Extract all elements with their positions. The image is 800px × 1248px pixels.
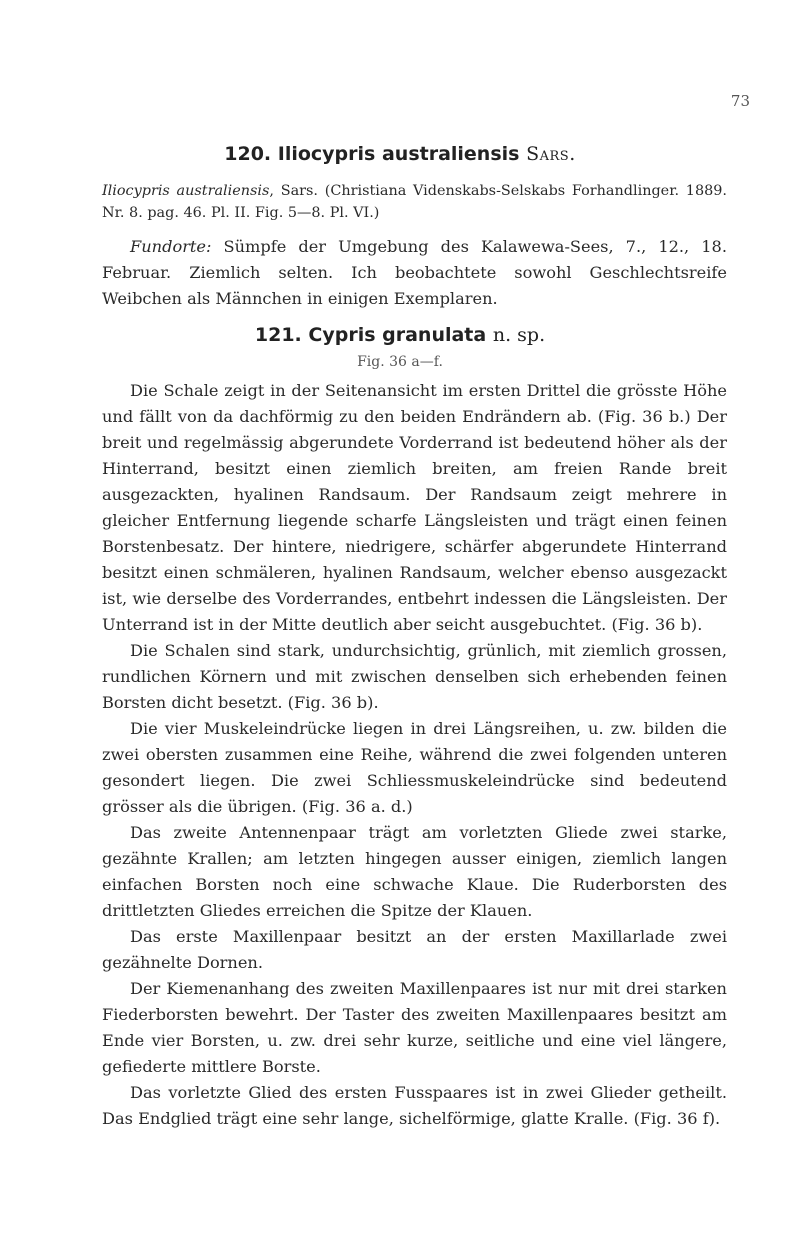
fundorte-text: Sümpfe der Umgebung des Kalawewa-Sees, 7., 12., 18. Februar. Ziemlich selten. Ich beobachtete sowohl Geschlechtsreife Weibchen als Männchen in einigen Exemplaren. <box>102 237 727 308</box>
paragraph: Die Schalen sind stark, undurchsichtig, grünlich, mit ziemlich grossen, rundlichen Körnern und mit zwischen denselben sich erhebenden feinen Borsten dicht besetzt. (Fig. 36 b). <box>102 641 727 712</box>
figure-reference: Fig. 36 a—f. <box>357 354 443 370</box>
paragraph: Die Schale zeigt in der Seitenansicht im ersten Drittel die grösste Höhe und fällt von da dachförmig zu den beiden Endrändern ab. (Fig. 36 b.) Der breit und regelmässig abgerundete Vorderrand ist bedeutend höher als der Hinterrand, besitzt einen ziemlich breiten, am freien Rande breit ausgezackten, hyalinen Randsaum. Der Randsaum zeigt mehrere in gleicher Entfernung liegende scharfe Längsleisten und trägt einen feinen Borstenbesatz. Der hintere, niedrigere, schärfer abgerundete Hinterrand besitzt einen schmäleren, hyalinen Randsaum, welcher ebenso ausgezackt ist, wie derselbe des Vorderrandes, entbehrt indessen die Längsleisten. Der Unterrand ist in der Mitte deutlich aber seicht ausgebuchtet. (Fig. 36 b). <box>102 381 727 634</box>
section-120-heading <box>0 143 800 165</box>
section-120-number: 120. <box>224 143 272 165</box>
paragraph: Das erste Maxillenpaar besitzt an der ersten Maxillarlade zwei gezähnelte Dornen. <box>102 927 727 972</box>
paragraph: Das vorletzte Glied des ersten Fusspaares ist in zwei Glieder getheilt. Das Endglied trägt eine sehr lange, sichelförmige, glatte Kralle. (Fig. 36 f). <box>102 1083 727 1128</box>
section-121-title: Cypris granulata <box>308 324 487 346</box>
section-120-author: Sars. <box>526 143 576 165</box>
paragraph: Der Kiemenanhang des zweiten Maxillenpaares ist nur mit drei starken Fiederborsten bewehrt. Der Taster des zweiten Maxillenpaares besitzt am Ende vier Borsten, u. zw. drei sehr kurze, seitliche und eine viel längere, gefiederte mittlere Borste. <box>102 979 727 1076</box>
section-121-heading <box>0 324 800 346</box>
section-121-suffix: n. sp. <box>492 324 546 346</box>
page-number: 73 <box>730 92 750 110</box>
section-120-fundorte <box>102 234 727 312</box>
section-121-body <box>102 378 727 1132</box>
section-120-title: Iliocypris australiensis <box>277 143 520 165</box>
paragraph: Die vier Muskeleindrücke liegen in drei Längsreihen, u. zw. bilden die zwei obersten zusammen eine Reihe, während die zwei folgenden unteren gesondert liegen. Die zwei Schliessmuskeleindrücke sind bedeutend grösser als die übrigen. (Fig. 36 a. d.) <box>102 719 727 816</box>
paragraph: Das zweite Antennenpaar trägt am vorletzten Gliede zwei starke, gezähnte Krallen; am letzten hingegen ausser einigen, ziemlich langen einfachen Borsten noch eine schwache Klaue. Die Ruderborsten des drittletzten Gliedes erreichen die Spitze der Klauen. <box>102 823 727 920</box>
citation-species: Iliocypris australiensis <box>102 183 270 199</box>
section-120-citation <box>102 180 727 224</box>
section-121-number: 121. <box>254 324 302 346</box>
fundorte-label: Fundorte: <box>130 237 212 256</box>
citation-text: , Sars. (Christiana Videnskabs-Selskabs Forhandlinger. 1889. Nr. 8. pag. 46. Pl. II. Fig. 5—8. Pl. VI.) <box>102 183 728 221</box>
